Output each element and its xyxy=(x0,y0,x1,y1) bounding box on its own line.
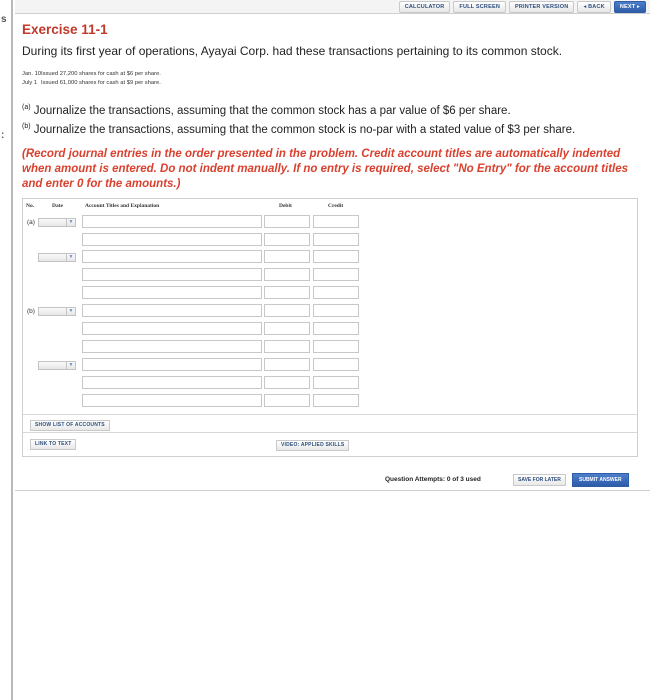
part-row xyxy=(22,119,642,138)
account-title-input[interactable] xyxy=(82,304,262,317)
credit-input[interactable] xyxy=(313,376,359,389)
next-button[interactable]: NEXT ▸ xyxy=(614,1,646,13)
credit-input[interactable] xyxy=(313,304,359,317)
save-for-later-button[interactable]: SAVE FOR LATER xyxy=(513,474,566,486)
debit-input[interactable] xyxy=(264,394,310,407)
calculator-button[interactable]: CALCULATOR xyxy=(399,1,451,13)
chevron-down-icon: ▼ xyxy=(66,362,75,369)
printer-version-button[interactable]: PRINTER VERSION xyxy=(509,1,574,13)
credit-input[interactable] xyxy=(313,233,359,246)
gutter-mark-mid: : xyxy=(1,130,5,141)
question-attempts: Question Attempts: 0 of 3 used xyxy=(385,476,481,483)
part-text: Journalize the transactions, assuming that the common stock is no-par with a stated value of $3 per share. xyxy=(33,123,576,136)
account-title-input[interactable] xyxy=(82,340,262,353)
debit-input[interactable] xyxy=(264,286,310,299)
debit-input[interactable] xyxy=(264,233,310,246)
transaction-date: July 1 xyxy=(22,80,38,86)
transaction-text: Issued 27,200 shares for cash at $6 per share. xyxy=(41,71,161,77)
credit-input[interactable] xyxy=(313,215,359,228)
account-title-input[interactable] xyxy=(82,268,262,281)
debit-input[interactable] xyxy=(264,322,310,335)
back-button[interactable]: ◂ BACK xyxy=(577,1,610,13)
account-title-input[interactable] xyxy=(82,233,262,246)
part-label: (b) xyxy=(22,122,31,130)
credit-input[interactable] xyxy=(313,286,359,299)
account-title-input[interactable] xyxy=(82,250,262,263)
date-select[interactable] xyxy=(38,253,76,262)
transaction-text: Issued 61,000 shares for cash at $9 per share. xyxy=(41,80,161,86)
credit-input[interactable] xyxy=(313,394,359,407)
account-title-input[interactable] xyxy=(82,376,262,389)
divider xyxy=(23,414,637,415)
credit-input[interactable] xyxy=(313,250,359,263)
exercise-intro: During its first year of operations, Ayayai Corp. had these transactions pertaining to its common stock. xyxy=(22,44,563,58)
date-select[interactable] xyxy=(38,361,76,370)
transaction-row xyxy=(22,70,642,79)
account-title-input[interactable] xyxy=(82,286,262,299)
debit-input[interactable] xyxy=(264,215,310,228)
transaction-list xyxy=(22,70,642,88)
chevron-down-icon: ▼ xyxy=(66,254,75,261)
left-gutter xyxy=(0,0,13,700)
account-title-input[interactable] xyxy=(82,358,262,371)
top-toolbar xyxy=(15,0,650,14)
credit-input[interactable] xyxy=(313,268,359,281)
debit-input[interactable] xyxy=(264,304,310,317)
full-screen-button[interactable]: FULL SCREEN xyxy=(453,1,506,13)
debit-input[interactable] xyxy=(264,268,310,281)
submit-answer-button[interactable]: SUBMIT ANSWER xyxy=(572,473,629,487)
part-label: (a) xyxy=(22,104,31,111)
link-to-text-button[interactable]: LINK TO TEXT xyxy=(30,439,76,450)
debit-input[interactable] xyxy=(264,358,310,371)
gutter-mark-top: s xyxy=(1,14,7,25)
header-date: Date xyxy=(52,203,63,209)
credit-input[interactable] xyxy=(313,322,359,335)
account-title-input[interactable] xyxy=(82,394,262,407)
debit-input[interactable] xyxy=(264,340,310,353)
account-title-input[interactable] xyxy=(82,322,262,335)
header-credit: Credit xyxy=(328,203,344,209)
credit-input[interactable] xyxy=(313,340,359,353)
chevron-down-icon: ▼ xyxy=(66,219,75,226)
journal-entry-panel xyxy=(22,198,638,457)
chevron-down-icon: ▼ xyxy=(66,308,75,315)
credit-input[interactable] xyxy=(313,358,359,371)
header-no: No. xyxy=(26,203,35,209)
date-select[interactable] xyxy=(38,218,76,227)
transaction-row xyxy=(22,79,642,88)
debit-input[interactable] xyxy=(264,250,310,263)
question-parts xyxy=(22,100,642,138)
part-row xyxy=(22,100,642,119)
header-account: Account Titles and Explanation xyxy=(85,203,160,209)
show-list-of-accounts-button[interactable]: SHOW LIST OF ACCOUNTS xyxy=(30,420,110,431)
part-text: Journalize the transactions, assuming that the common stock has a par value of $6 per share. xyxy=(33,104,511,117)
account-title-input[interactable] xyxy=(82,215,262,228)
debit-input[interactable] xyxy=(264,376,310,389)
section-label-a: (a) xyxy=(27,219,35,226)
divider xyxy=(23,432,637,433)
exercise-content xyxy=(22,22,642,192)
instruction-text: (Record journal entries in the order presented in the problem. Credit account titles are automatically indented when amount is entered. Do not indent manually. If no entry is required, select "No Entry" for the account titles and enter 0 for the amounts.) xyxy=(22,147,629,190)
date-select[interactable] xyxy=(38,307,76,316)
header-debit: Debit xyxy=(279,203,292,209)
video-applied-skills-button[interactable]: VIDEO: APPLIED SKILLS xyxy=(276,440,349,451)
divider xyxy=(15,490,650,491)
transaction-date: Jan. 10 xyxy=(22,71,42,77)
exercise-title: Exercise 11-1 xyxy=(22,22,108,37)
section-label-b: (b) xyxy=(27,308,35,315)
